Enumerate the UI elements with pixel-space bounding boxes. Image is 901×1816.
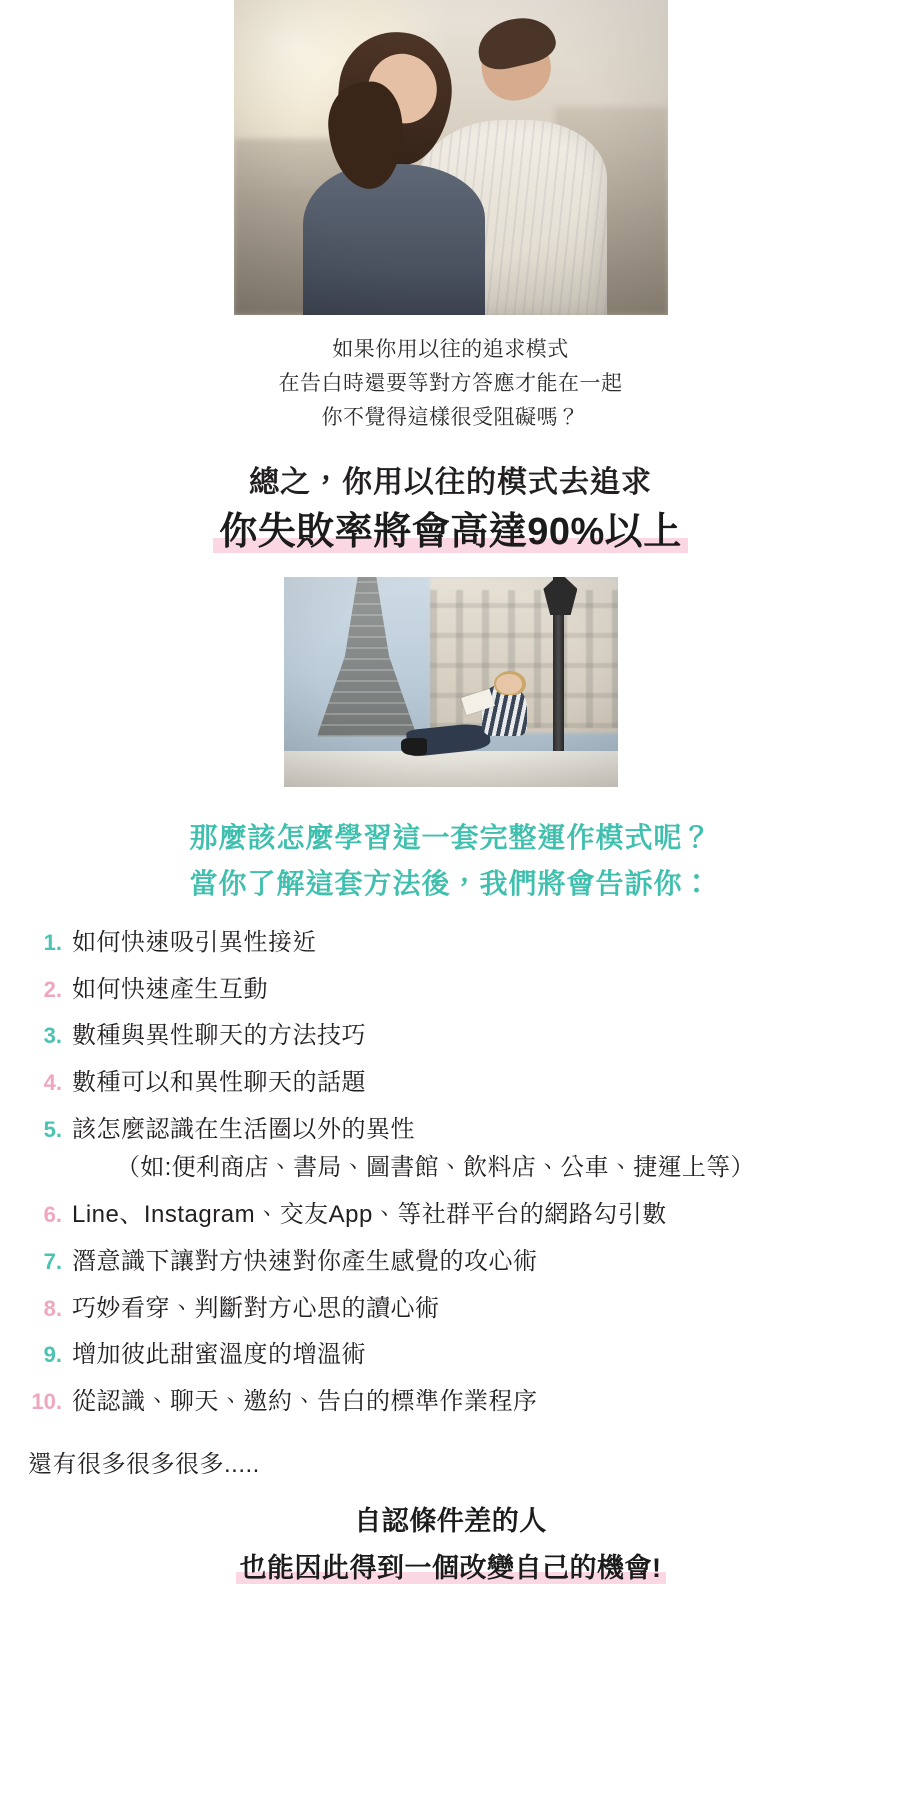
list-item-number: 7. <box>43 1248 62 1274</box>
list-item-number: 2. <box>43 976 62 1002</box>
list-item-number: 8. <box>43 1295 62 1321</box>
list-item-note: （如:便利商店、書局、圖書館、飲料店、公車、捷運上等） <box>116 1154 755 1182</box>
list-item <box>30 1340 901 1371</box>
list-item-number: 3. <box>43 1023 62 1049</box>
list-item <box>30 1387 901 1418</box>
photo-vignette <box>234 0 668 315</box>
closing-line-2 <box>236 1546 666 1585</box>
list-item-number: 1. <box>43 929 62 955</box>
list-item-label: 數種與異性聊天的方法技巧 <box>72 1022 366 1050</box>
list-item-label: 該怎麼認識在生活圈以外的異性 <box>72 1115 415 1143</box>
list-item-number: 10. <box>31 1389 62 1415</box>
paris-reading-photo <box>284 577 618 787</box>
list-item-label: 從認識、聊天、邀約、告白的標準作業程序 <box>72 1388 538 1416</box>
list-item-label: 數種可以和異性聊天的話題 <box>72 1069 366 1097</box>
list-item-number: 6. <box>43 1202 62 1228</box>
closing-line-1: 自認條件差的人 <box>354 1505 547 1536</box>
list-item-number: 9. <box>43 1342 62 1368</box>
intro-line-3: 你不覺得這樣很受阻礙嗎？ <box>321 406 580 430</box>
intro-line-1: 如果你用以往的追求模式 <box>332 338 569 361</box>
headline-block <box>0 463 901 555</box>
headline-line-2-text: 你失敗率將會高達90%以上 <box>219 510 682 553</box>
list-item <box>30 1068 901 1099</box>
teal-question-block <box>0 815 901 906</box>
list-item <box>30 928 901 959</box>
benefit-list <box>0 928 901 1418</box>
list-item-label: 潛意識下讓對方快速對你產生感覺的攻心術 <box>72 1247 538 1275</box>
closing-block <box>0 1499 901 1585</box>
tail-text: 還有很多很多很多..... <box>28 1450 260 1478</box>
headline-line-2 <box>213 510 688 556</box>
list-item-label: 增加彼此甜蜜溫度的增溫術 <box>72 1341 366 1369</box>
list-item <box>30 1200 901 1231</box>
list-item <box>30 1021 901 1052</box>
list-item-label: 如何快速吸引異性接近 <box>72 928 317 956</box>
list-item-label: Line、Instagram、交友App、等社群平台的網路勾引數 <box>72 1201 667 1229</box>
list-item <box>30 1294 901 1325</box>
headline-line-1: 總之，你用以往的模式去追求 <box>249 466 652 500</box>
intro-paragraph <box>0 333 901 435</box>
teal-question-line-1: 那麼該怎麼學習這一套完整運作模式呢？ <box>189 822 712 854</box>
list-item-label: 如何快速產生互動 <box>72 975 268 1003</box>
couple-photo <box>234 0 668 315</box>
closing-line-2-text: 也能因此得到一個改變自己的機會! <box>239 1552 662 1583</box>
teal-question-line-2: 當你了解這套方法後，我們將會告訴你： <box>189 867 712 899</box>
photo2-vignette <box>284 577 618 787</box>
list-item-number: 5. <box>43 1116 62 1142</box>
intro-line-2: 在告白時還要等對方答應才能在一起 <box>278 372 623 396</box>
list-item <box>30 975 901 1006</box>
list-item <box>30 1247 901 1278</box>
list-item <box>30 1115 901 1146</box>
list-item-number: 4. <box>43 1070 62 1096</box>
list-item-label: 巧妙看穿、判斷對方心思的讀心術 <box>72 1294 440 1322</box>
